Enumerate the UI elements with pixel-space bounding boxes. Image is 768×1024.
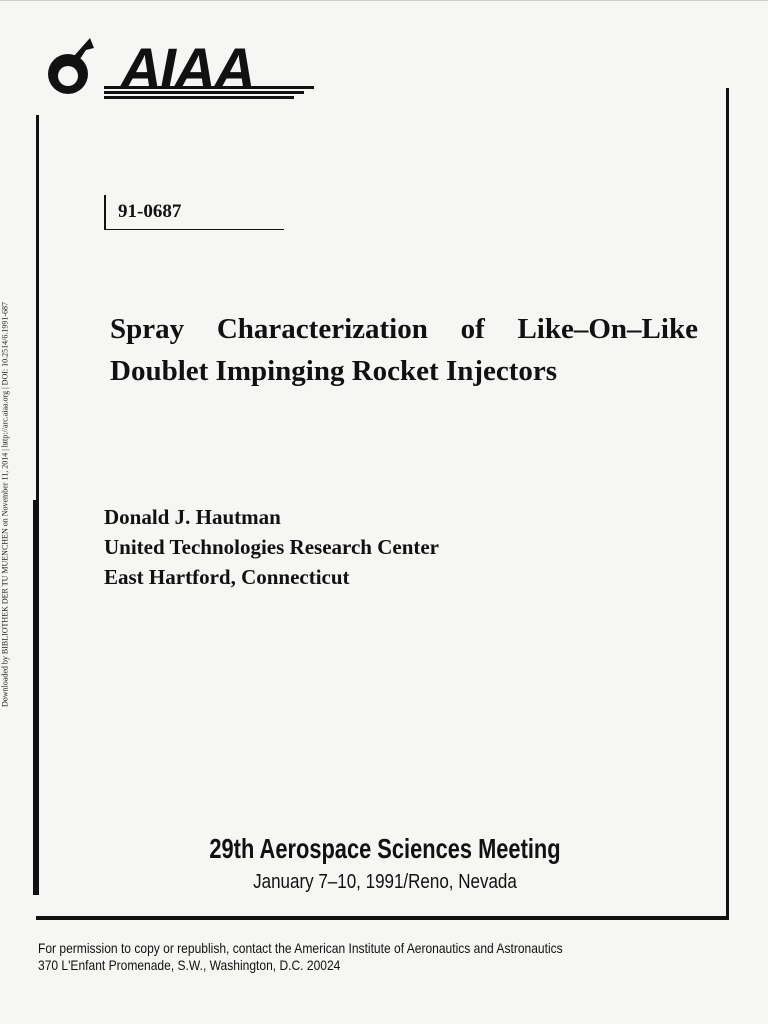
author-name: Donald J. Hautman [104, 505, 281, 529]
report-box-bar [104, 195, 106, 229]
meeting-date-place: January 7–10, 1991/Reno, Nevada [253, 871, 517, 893]
report-box-underline [104, 229, 284, 230]
logo-text: AIAA [120, 37, 254, 102]
footer-line-2: 370 L'Enfant Promenade, S.W., Washington, D.C. 20024 [38, 957, 341, 973]
page-frame-left-edge-lower [33, 500, 38, 895]
aiaa-logo [46, 34, 316, 106]
author-location: East Hartford, Connecticut [104, 565, 350, 589]
title-line-2: Doublet Impinging Rocket Injectors [110, 355, 558, 387]
top-rule [0, 0, 768, 1]
footer-line-1: For permission to copy or republish, contact the American Institute of Aeronautics and Astronautics [38, 940, 563, 956]
title-word: Like–On–Like [517, 313, 698, 345]
paper-title [110, 308, 720, 392]
title-line-1 [110, 308, 698, 350]
title-word: Spray [110, 313, 185, 345]
title-word: of [460, 313, 485, 345]
download-notice: Downloaded by BIBLIOTHEK DER TU MUENCHEN on November 11, 2014 | http://arc.aiaa.org | DOI: 10.2514/6.1991-687 [0, 302, 10, 707]
author-affiliation: United Technologies Research Center [104, 535, 440, 559]
report-number-box [104, 195, 284, 231]
meeting-name: 29th Aerospace Sciences Meeting [209, 833, 561, 864]
permission-footer [38, 940, 657, 974]
author-block [104, 502, 439, 592]
title-word: Characterization [216, 313, 428, 345]
report-number: 91-0687 [118, 201, 182, 222]
